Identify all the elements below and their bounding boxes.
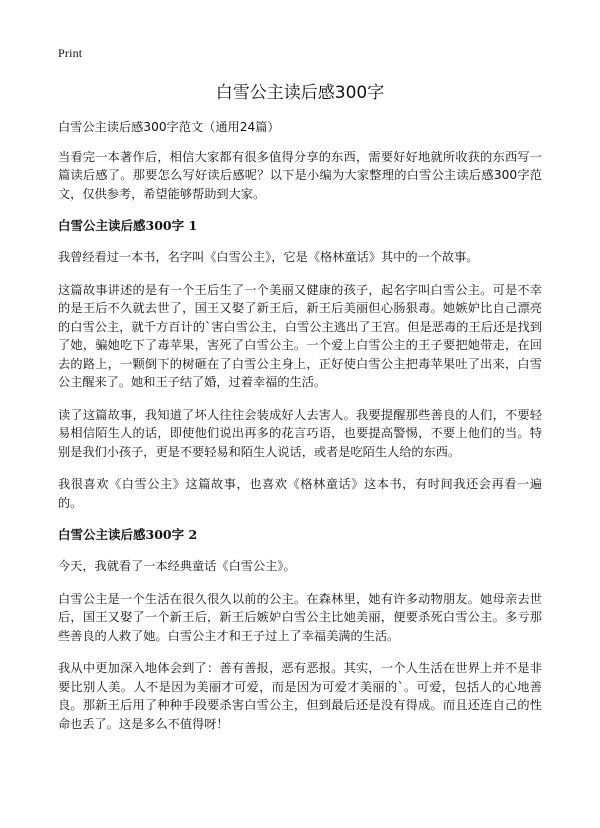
paragraph: 白雪公主是一个生活在很久很久以前的公主。在森林里，她有许多动物朋友。她母亲去世后，国王又娶了一个新王后，新王后嫉妒白雪公主比她美丽，便要杀死白雪公主。多亏那些善良的人救了她。白雪公主才和王子过上了幸福美满的生活。 <box>58 591 542 643</box>
paragraph: 我从中更加深入地体会到了：善有善报，恶有恶报。其实，一个人生活在世界上并不是非要比别人美。人不是因为美丽才可爱，而是因为可爱才美丽的`。可爱，包括人的心地善良。那新王后用了种种手段要杀害白雪公主，但到最后还是没有得成。而且还连自己的性命也丢了。这是多么不值得呀！ <box>58 661 542 731</box>
print-link[interactable]: Print <box>58 46 83 60</box>
paragraph: 我曾经看过一本书，名字叫《白雪公主》，它是《格林童话》其中的一个故事。 <box>58 250 479 264</box>
section-heading: 白雪公主读后感300字 1 <box>58 218 198 233</box>
document-body <box>58 118 542 747</box>
document-subtitle: 白雪公主读后感300字范文（通用24篇） <box>58 120 280 134</box>
document-title: 白雪公主读后感300字 <box>215 83 385 103</box>
paragraph: 读了这篇故事，我知道了坏人往往会装成好人去害人。我要提醒那些善良的人们，不要轻易相信陌生人的话，即使他们说出再多的花言巧语，也要提高警惕，不要上他们的当。特别是我们小孩子，更是不要轻易和陌生人说话，或者是吃陌生人给的东西。 <box>58 407 542 459</box>
section-heading: 白雪公主读后感300字 2 <box>58 527 198 542</box>
paragraph: 这篇故事讲述的是有一个王后生了一个美丽又健康的孩子，起名字叫白雪公主。可是不幸的是王后不久就去世了，国王又娶了新王后，新王后美丽但心肠狠毒。她嫉妒比自己漂亮的白雪公主，就千方百计的`害白雪公主，白雪公主逃出了王宫。但是恶毒的王后还是找到了她，骗她吃下了毒苹果，害死了白雪公主。一个爱上白雪公主的王子要把她带走，在回去的路上，一颗倒下的树砸在了白雪公主身上，正好使白雪公主把毒苹果吐了出来，白雪公主醒来了。她和王子结了婚，过着幸福的生活。 <box>58 282 542 389</box>
paragraph: 今天，我就看了一本经典童话《白雪公主》。 <box>58 559 296 573</box>
paragraph: 我很喜欢《白雪公主》这篇故事，也喜欢《格林童话》这本书，有时间我还会再看一遍的。 <box>58 477 542 510</box>
intro-paragraph: 当看完一本著作后，相信大家都有很多值得分享的东西，需要好好地就所收获的东西写一篇读后感了。那要怎么写好读后感呢？以下是小编为大家整理的白雪公主读后感300字范文，仅供参考，希望能够帮助到大家。 <box>58 149 542 201</box>
